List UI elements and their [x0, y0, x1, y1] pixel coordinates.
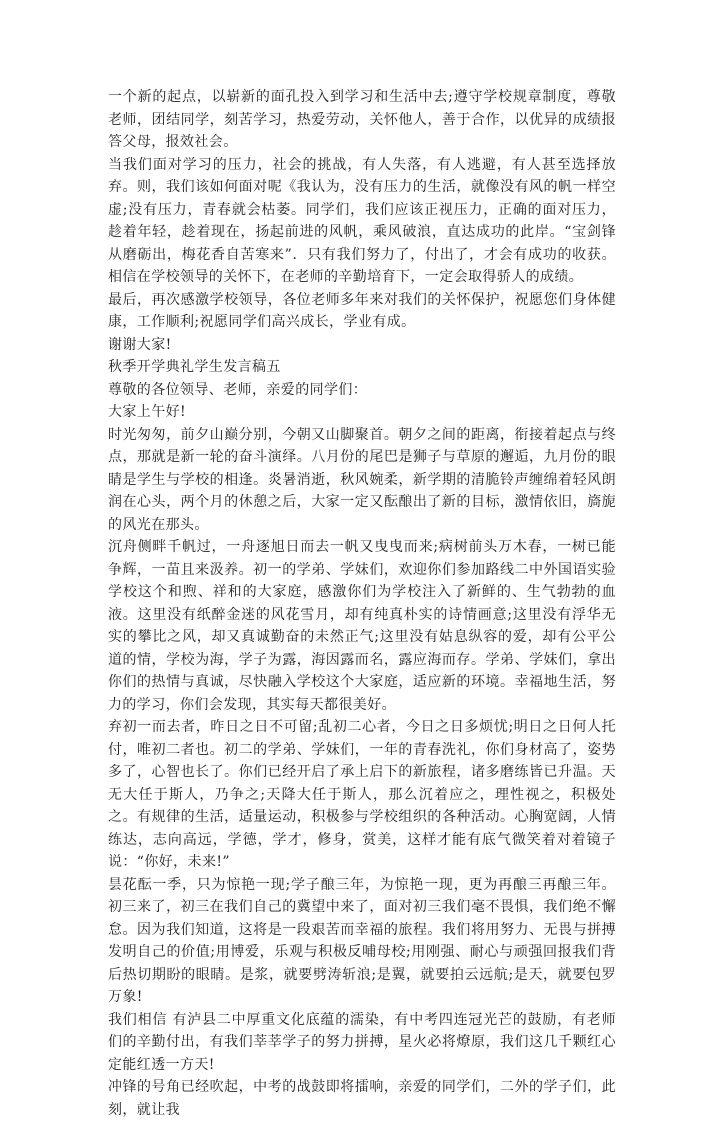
paragraph-final: 冲锋的号角已经吹起，中考的战鼓即将擂响，亲爱的同学们，二外的学子们，此刻，就让我 — [108, 1079, 616, 1118]
document-body — [108, 86, 616, 1121]
paragraph-closing-thanks: 最后，再次感激学校领导，各位老师多年来对我们的关怀保护，祝愿您们身体健康，工作顺利;祝愿同学们高兴成长，学业有成。 — [108, 291, 616, 330]
paragraph-grade-one: 沉舟侧畔千帆过，一舟逐旭日而去一帆又曳曳而来;病树前头万木春，一树已能争辉，一苗且来汲养。初一的学弟、学妹们，欢迎你们参加路线二中外国语实验学校这个和煦、祥和的大家庭，感激你们为学校注入了新鲜的、生气勃勃的血液。这里没有纸醉金迷的风花雪月，却有纯真朴实的诗情画意;这里没有浮华无实的攀比之风，却又真诚勤奋的未然正气;这里没有姑息纵容的爱，却有公平公道的情，学校为海，学子为露，海因露而名，露应海而存。学弟、学妹们，拿出你们的热情与真诚，尽快融入学校这个大家庭，适应新的环境。幸福地生活，努力的学习，你们会发现，其实每天都很美好。 — [108, 539, 616, 713]
paragraph-grade-two: 弃初一而去者，昨日之日不可留;乱初二心者，今日之日多烦忧;明日之日何人托付，唯初二者也。初二的学弟、学妹们，一年的青春洗礼，你们身材高了，姿势多了，心智也长了。你们已经开启了承上启下的新旅程，诸多磨练皆已升温。天无大任于斯人，乃争之;天降大任于斯人，那么沉着应之，理性视之，积极处之。有规律的生活，适量运动，积极参与学校组织的各种活动。心胸宽阔，人情练达，志向高远，学德，学才，修身，赏美，这样才能有底气微笑着对着镜子说：“你好，未来!” — [108, 719, 616, 870]
paragraph-study-goals: 一个新的起点，以崭新的面孔投入到学习和生活中去;遵守学校规章制度，尊敬老师，团结同学，刻苦学习，热爱劳动，关怀他人，善于合作，以优异的成绩报答父母，报效社会。 — [108, 89, 616, 150]
paragraph-facing-pressure: 当我们面对学习的压力，社会的挑战，有人失落，有人逃避，有人甚至选择放弃。则，我们该如何面对呢《我认为，没有压力的生活，就像没有风的帆一样空虚;没有压力，青春就会枯萎。同学们，我们应该正视压力，正确的面对压力，趁着年轻，趁着现在，扬起前进的风帆，乘风破浪，直达成功的此岸。“宝剑锋从磨砺出，梅花香自苦寒来”．只有我们努力了，付出了，才会有成功的收获。相信在学校领导的关怀下，在老师的辛勤培育下，一定会取得骄人的成绩。 — [108, 156, 616, 285]
paragraph-belief: 我们相信 有泸县二中厚重文化底蕴的濡染，有中考四连冠光芒的鼓励，有老师们的辛勤付出，有我们莘莘学子的努力拼搏，星火必将燎原，我们这几千颗红心定能红透一方天! — [108, 1011, 616, 1073]
paragraph-new-semester: 时光匆匆，前夕山巅分别，今朝又山脚聚首。朝夕之间的距离，衔接着起点与终点，那就是新一轮的奋斗演绎。八月份的尾巴是狮子与草原的邂逅，九月份的眼睛是学生与学校的相逢。炎暑消逝，秋风婉柔，新学期的清脆铃声缠绵着轻风朗润在心头，两个月的休憩之后，大家一定又酝酿出了新的目标，激情依旧，旖旎的风光在那头。 — [108, 426, 616, 533]
greeting: 大家上午好! — [108, 404, 187, 420]
paragraph-thank-you: 谢谢大家! — [108, 336, 172, 353]
paragraph-grade-three: 昙花酝一季，只为惊艳一现;学子酿三年，为惊艳一现，更为再酿三再酿三年。初三来了，初三在我们自己的冀望中来了，面对初三我们毫不畏惧，我们绝不懈怠。因为我们知道，这将是一段艰苦而幸福的旅程。我们将用努力、无畏与拼搏发明自己的价值;用博爱，乐观与积极反哺母校;用刚强、耐心与顽强回报我们背后热切期盼的眼睛。是浆，就要劈涛斩浪;是翼，就要拍云远航;是天，就要包罗万象! — [108, 876, 616, 1005]
salutation: 尊敬的各位领导、老师，亲爱的同学们： — [108, 381, 368, 398]
section-title: 秋季开学典礼学生发言稿五 — [108, 359, 281, 375]
